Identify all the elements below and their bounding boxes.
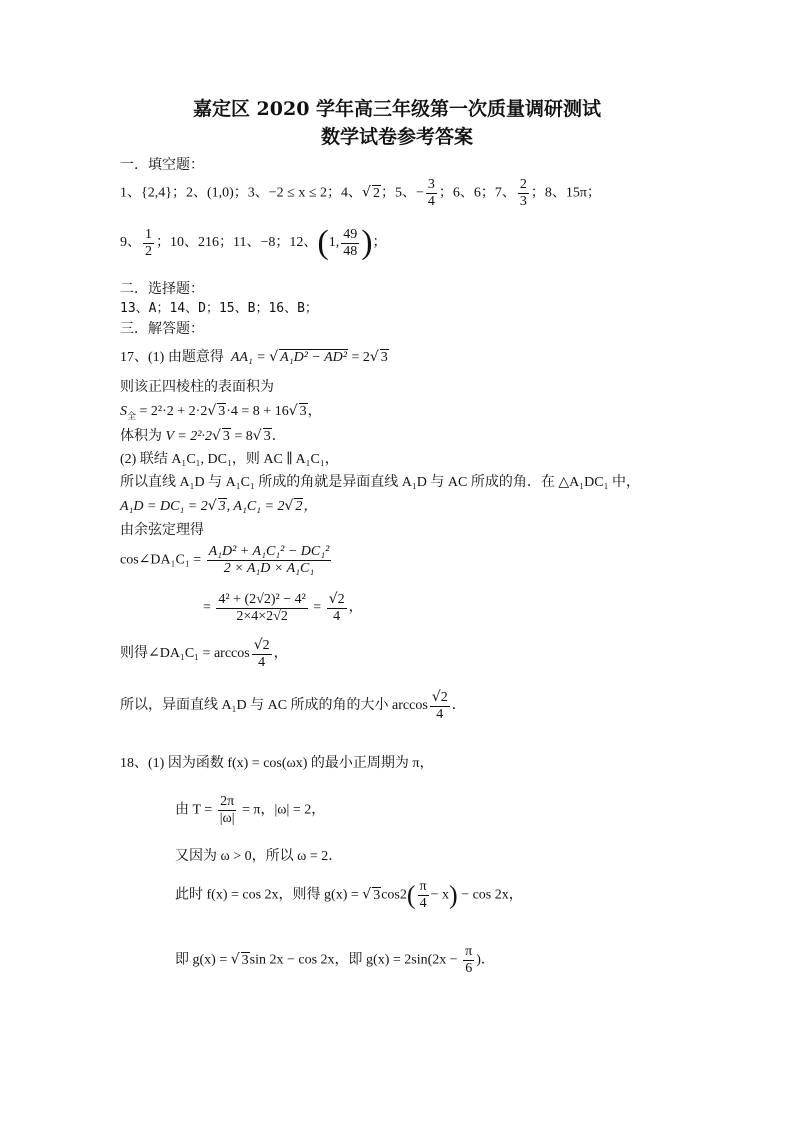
q17-line-5: (2) 联结 A₁C₁, DC₁，则 AC ∥ A₁C₁，: [120, 452, 339, 467]
q17-conclusion: 所以，异面直线 A₁D 与 AC 所成的角的大小 arccos $\frac{√2}{4}$ ．: [120, 689, 466, 722]
q18-g-simplified: 即 g(x) = √ 3sin 2x − cos 2x，即 g(x) = 2sin(2x − $\frac{\pi}{6}$ )．: [175, 944, 495, 976]
section-fill-heading: 一．填空题：: [120, 157, 204, 173]
section-choice-heading: 二．选择题：: [120, 281, 204, 297]
q17-angle-result: 则得∠DA₁C₁ = arccos $\frac{√2}{4}$ ，: [120, 637, 288, 670]
q17-line-3: $S_全 = 2^2\cdot 2 + 2\cdot 2√$ 3·4 = 8 + 16√ 3，: [120, 403, 322, 421]
q17-line-1: 17、(1) 由题意得 AA₁ = √ A₁D² − AD² = 2√ 3: [120, 349, 388, 365]
choice-answers: 13、A；14、D；15、B；16、B；: [120, 301, 318, 316]
title-line-1: 嘉定区 2020 学年高三年级第一次质量调研测试: [192, 98, 602, 120]
q17-line-8: 由余弦定理得: [120, 522, 204, 538]
q17-line-6: 所以直线 A₁D 与 A₁C₁ 所成的角就是异面直线 A₁D 与 AC 所成的角．在 △A₁DC₁ 中，: [120, 475, 640, 490]
fill-answers-line-2: 9、 $\frac{1}{2}$ ；10、216；11、−8；12、(1, $\frac{49}{48}$ )；: [120, 224, 387, 261]
fill-answers-line-1: 1、{2,4}；2、(1,0)；3、−2 ≤ x ≤ 2；4、√ 2；5、− $\frac{3}{4}$ ；6、6；7、 $\frac{2}{3}$ ；8、15π；: [120, 177, 601, 209]
section-solve-heading: 三．解答题：: [120, 321, 204, 337]
q17-cos-formula: cos∠DA₁C₁ = $\frac{\text{A₁D² + A₁C₁² − DC₁²}}{\text{2 × A₁D × A₁C₁}}$: [120, 544, 330, 576]
q18-omega: 又因为 ω > 0，所以 ω = 2．: [175, 849, 343, 864]
q18-period: 由 T = $\frac{2\pi}{|\omega|}$ = π，|ω| = 2，: [175, 794, 326, 826]
q17-line-2: 则该正四棱柱的表面积为: [120, 379, 274, 395]
q17-line-4: 体积为 V = 2²·2√ 3 = 8√ 3．: [120, 428, 286, 444]
q18-line-1: 18、(1) 因为函数 f(x) = cos(ωx) 的最小正周期为 π，: [120, 756, 434, 771]
q17-line-7: A₁D = DC₁ = 2√ 3, A₁C₁ = 2√ 2，: [120, 498, 318, 514]
title-line-2: 数学试卷参考答案: [320, 126, 473, 148]
q17-cos-value: = $\frac{\text{4² + (2√2)² − 4²}}{2\times 4\times 2√2}$ = $\frac{√2}{4}$ ，: [203, 591, 363, 624]
q18-g-expr: 此时 f(x) = cos 2x，则得 g(x) = √ 3cos2( $\frac{\pi}{4}$ − x) − cos 2x，: [175, 879, 523, 911]
